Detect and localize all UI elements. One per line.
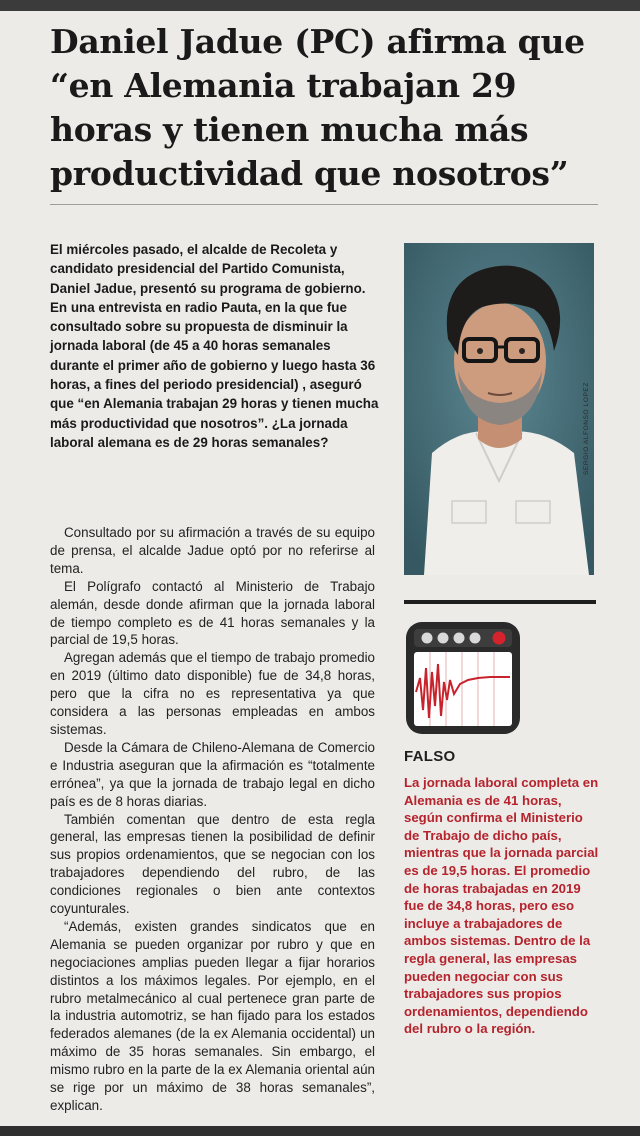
body-paragraph: Desde la Cámara de Chileno-Alemana de Comercio e Industria aseguran que la afirmación es “totalmente errónea”, ya que la jornada de trabajo legal en dicho país es de 8 horas diarias. xyxy=(50,739,375,809)
article-headline: Daniel Jadue (PC) afirma que “en Alemania trabajan 29 horas y tienen mucha más productividad que nosotros” xyxy=(50,22,585,193)
body-paragraph: También comentan que dentro de esta regla general, las empresas tienen la posibilidad de definir sus propios ordenamientos, que se negocian con los trabajadores dependiendo del rubro, de las condiciones regionales o bien ante contextos coyunturales. xyxy=(50,811,375,917)
portrait-photo xyxy=(404,243,594,575)
sidebar-divider xyxy=(404,600,596,604)
lie-detector-meter-icon xyxy=(404,620,522,736)
body-paragraph: “Además, existen grandes sindicatos que en Alemania se pueden organizar por rubro y que en negociaciones amplias pueden llegar a fijar horarios distintos a los máximos legales. Por ejemplo, en el rubro metalmecánico al cual pertenece gran parte de la industria automotriz, se han fijado para los estados federados alemanes (de la ex Alemania occidental) un máximo de 35 horas semanales. Sin embargo, el mismo rubro en la parte de la ex Alemania oriental aún se rige por un máximo de 38 horas semanales”, explican. xyxy=(50,918,375,1113)
body-paragraph: El Polígrafo contactó al Ministerio de Trabajo alemán, desde donde afirman que la jornada laboral de tiempo completo es de 41 horas semanales y la parcial de 19,5 horas. xyxy=(50,578,375,648)
body-paragraph: Consultado por su afirmación a través de su equipo de prensa, el alcalde Jadue optó por no referirse al tema. xyxy=(50,525,375,576)
portrait-illustration xyxy=(404,243,594,575)
bottom-border xyxy=(0,1126,640,1136)
verdict-explanation: La jornada laboral completa en Alemania es de 41 horas, según confirma el Ministerio de Trabajo de dicho país, mientras que la jornada parcial es de 19,5 horas. El promedio de horas trabajadas en 2019 fue de 34,8 horas, pero eso incluye a trabajadores de ambos sistemas. Dentro de la regla general, las empresas pueden negociar con sus trabajadores sus propios ordenamientos, dependiendo del rubro o la región. xyxy=(404,775,599,1037)
verdict-label: FALSO xyxy=(404,748,456,765)
headline-divider xyxy=(50,204,598,205)
article-lead: El miércoles pasado, el alcalde de Recoleta y candidato presidencial del Partido Comunista, Daniel Jadue, presentó su programa de gobierno. En una entrevista en radio Pauta, en la que fue consultado sobre su propuesta de disminuir la jornada laboral (de 45 a 40 horas semanales durante el primer año de gobierno y luego hasta 36 horas, a fines del periodo presidencial) , aseguró que “en Alemania trabajan 29 horas y tienen mucha más productividad que nosotros”. ¿La jornada laboral alemana es de 29 horas semanales? xyxy=(50,242,379,450)
photo-credit: SERGIO ALFONSO LOPEZ xyxy=(583,382,590,475)
body-paragraph: Agregan además que el tiempo de trabajo promedio en 2019 (último dato disponible) fue de 34,8 horas, pero que la cifra no es representativa ya que considera a las personas empleadas en ambos sistemas. xyxy=(50,650,375,737)
top-border xyxy=(0,0,640,11)
article-body xyxy=(50,524,375,1115)
